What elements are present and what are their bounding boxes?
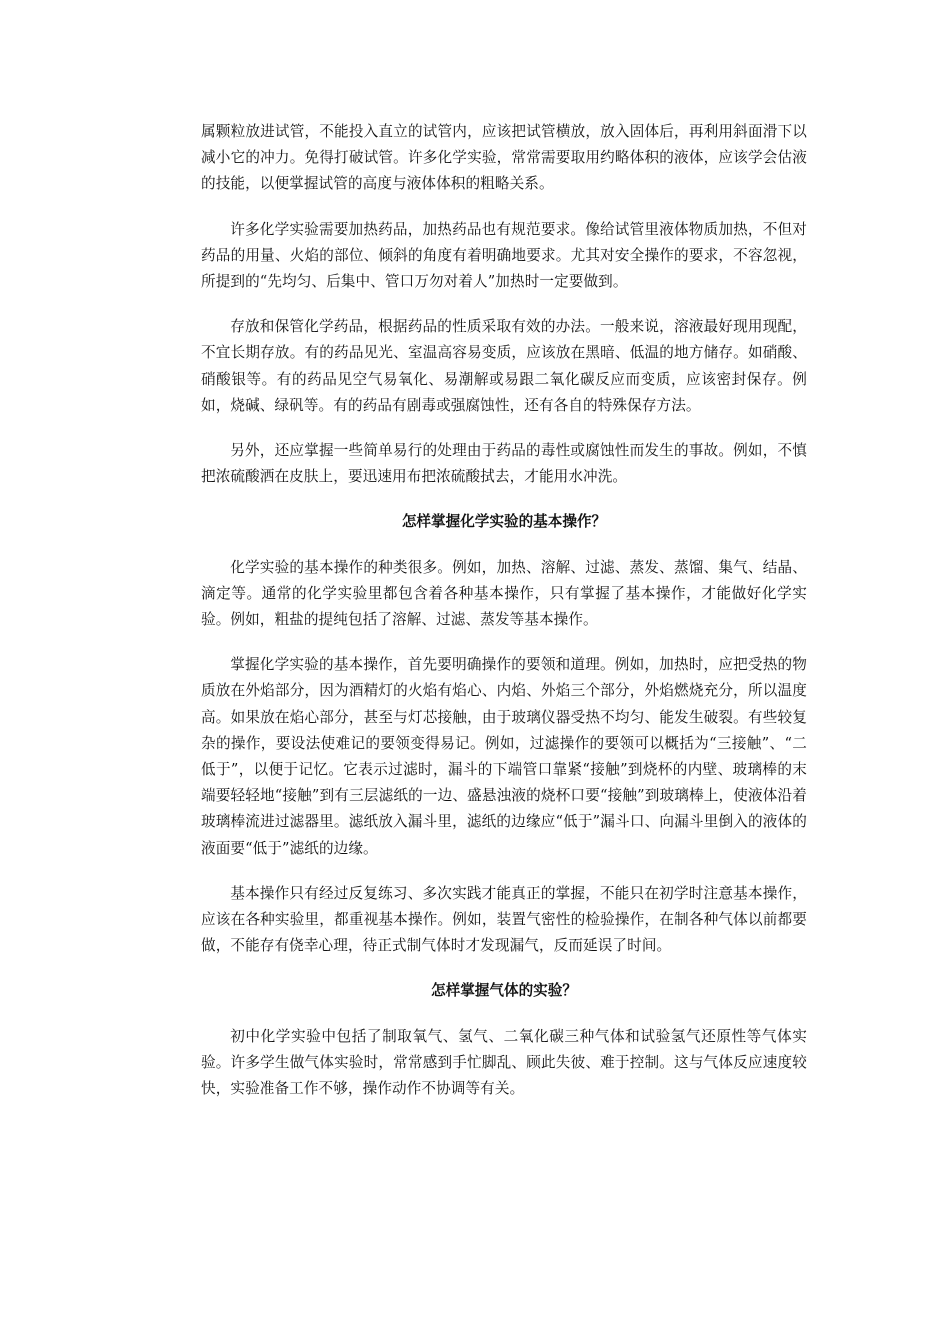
paragraph-operation-essentials: 掌握化学实验的基本操作，首先要明确操作的要领和道理。例如，加热时，应把受热的物质放在外焰部分，因为酒精灯的火焰有焰心、内焰、外焰三个部分，外焰燃烧充分，所以温度高。如果放在焰心部分，甚至与灯芯接触，由于玻璃仪器受热不均匀、能发生破裂。有些较复杂的操作，要设法使难记的要领变得易记。例如，过滤操作的要领可以概括为“三接触”、“二低于”，以便于记忆。它表示过滤时，漏斗的下端管口靠紧“接触”到烧杯的内壁、玻璃棒的末端要轻轻地“接触”到有三层滤纸的一边、盛悬浊液的烧杯口要“接触”到玻璃棒上，使液体沿着玻璃棒流进过滤器里。滤纸放入漏斗里，滤纸的边缘应“低于”漏斗口、向漏斗里倒入的液体的液面要“低于”滤纸的边缘。: [201, 656, 807, 857]
section-heading-basic-operations: 怎样掌握化学实验的基本操作？: [401, 513, 607, 531]
section-heading-gas-experiments: 怎样掌握气体的实验？: [431, 982, 577, 1000]
paragraph-operation-practice: 基本操作只有经过反复练习、多次实践才能真正的掌握，不能只在初学时注意基本操作，应该在各种实验里，都重视基本操作。例如，装置气密性的检验操作，在制各种气体以前都要做，不能存有侥幸心理，待正式制气体时才发现漏气，反而延误了时间。: [201, 884, 807, 955]
paragraph-heating-rules: 许多化学实验需要加热药品，加热药品也有规范要求。像给试管里液体物质加热，不但对药品的用量、火焰的部位、倾斜的角度有着明确地要求。尤其对安全操作的要求，不容忽视，所提到的“先均匀、后集中、管口万勿对着人”加热时一定要做到。: [201, 220, 807, 291]
paragraph-gas-experiments: 初中化学实验中包括了制取氧气、氢气、二氧化碳三种气体和试验氢气还原性等气体实验。许多学生做气体实验时，常常感到手忙脚乱、顾此失彼、难于控制。这与气体反应速度较快，实验准备工作不够，操作动作不协调等有关。: [201, 1027, 807, 1098]
paragraph-accident-handling: 另外，还应掌握一些简单易行的处理由于药品的毒性或腐蚀性而发生的事故。例如，不慎把浓硫酸洒在皮肤上，要迅速用布把浓硫酸拭去，才能用水冲洗。: [201, 442, 807, 486]
paragraph-test-tube-solids: 属颗粒放进试管，不能投入直立的试管内，应该把试管横放，放入固体后，再利用斜面滑下以减小它的冲力。免得打破试管。许多化学实验，常常需要取用约略体积的液体，应该学会估液的技能，以便掌握试管的高度与液体体积的粗略关系。: [201, 123, 807, 193]
paragraph-operation-types: 化学实验的基本操作的种类很多。例如，加热、溶解、过滤、蒸发、蒸馏、集气、结晶、滴定等。通常的化学实验里都包含着各种基本操作，只有掌握了基本操作，才能做好化学实验。例如，粗盐的提纯包括了溶解、过滤、蒸发等基本操作。: [201, 558, 807, 629]
paragraph-storage-rules: 存放和保管化学药品，根据药品的性质采取有效的办法。一般来说，溶液最好现用现配，不宜长期存放。有的药品见光、室温高容易变质，应该放在黑暗、低温的地方储存。如硝酸、硝酸银等。有的药品见空气易氧化、易潮解或易跟二氧化碳反应而变质，应该密封保存。例如，烧碱、绿矾等。有的药品有剧毒或强腐蚀性，还有各自的特殊保存方法。: [201, 318, 807, 414]
document-page: [201, 119, 807, 1121]
